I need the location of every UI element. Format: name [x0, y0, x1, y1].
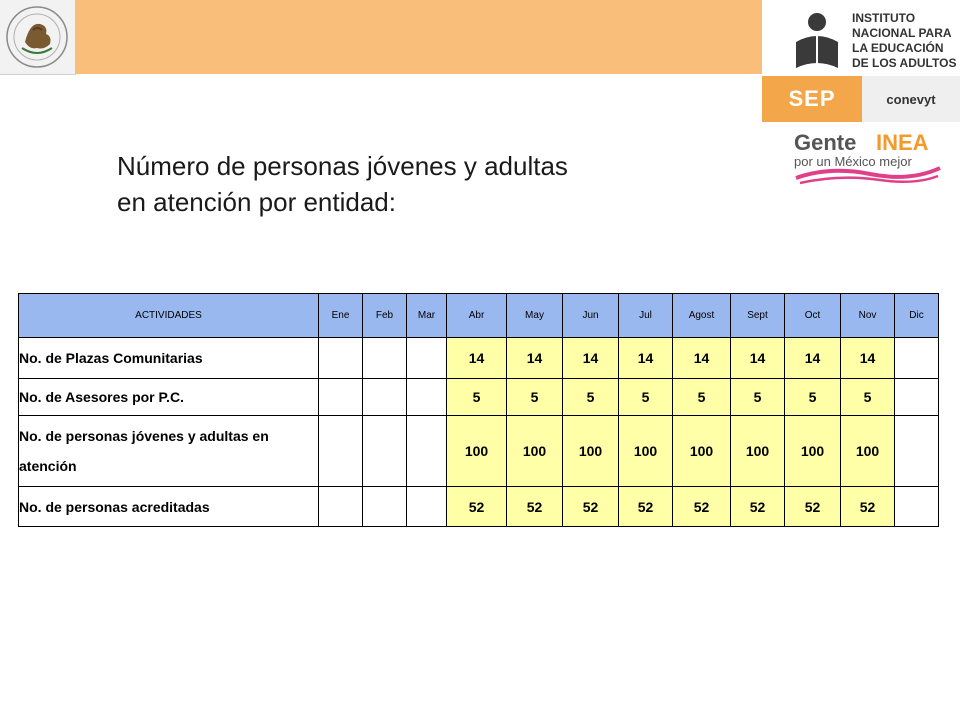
table-cell: 14 [619, 338, 673, 379]
header-orange-bar [75, 0, 762, 74]
table-cell: 14 [447, 338, 507, 379]
table-row [19, 487, 939, 527]
table-cell: 100 [619, 416, 673, 487]
table-row [19, 338, 939, 379]
table-cell: 100 [447, 416, 507, 487]
table-cell: 5 [563, 379, 619, 416]
table-cell [363, 338, 407, 379]
table-cell: 52 [563, 487, 619, 527]
government-seal [0, 0, 76, 75]
table-cell [319, 487, 363, 527]
table-cell [363, 416, 407, 487]
table-cell [895, 487, 939, 527]
table-cell: 100 [563, 416, 619, 487]
gente-logo-inea: INEA [876, 130, 929, 155]
table-cell: 14 [563, 338, 619, 379]
header-oct: Oct [785, 294, 841, 338]
header-actividades: ACTIVIDADES [19, 294, 319, 338]
gente-inea-logo [790, 128, 950, 186]
table-cell: 52 [673, 487, 731, 527]
table-cell: 100 [841, 416, 895, 487]
conevyt-logo [862, 76, 960, 122]
header-dic: Dic [895, 294, 939, 338]
table-cell [319, 379, 363, 416]
header-abr: Abr [447, 294, 507, 338]
table-cell: 100 [507, 416, 563, 487]
table-cell: 5 [619, 379, 673, 416]
inea-logo-line-1: INSTITUTO [852, 11, 916, 25]
inea-logo-line-3: LA EDUCACIÓN [852, 41, 944, 55]
row-label-acreditadas: No. de personas acreditadas [19, 487, 319, 527]
table-cell [895, 338, 939, 379]
sep-label: SEP [788, 86, 836, 111]
table-cell: 14 [731, 338, 785, 379]
table-cell: 100 [731, 416, 785, 487]
table-cell: 14 [785, 338, 841, 379]
header-jul: Jul [619, 294, 673, 338]
table-cell [895, 379, 939, 416]
table-cell [407, 416, 447, 487]
table-cell: 5 [507, 379, 563, 416]
table-cell: 52 [447, 487, 507, 527]
table-cell [363, 379, 407, 416]
table-cell: 5 [447, 379, 507, 416]
mexico-coat-of-arms-icon [0, 0, 75, 74]
table-cell [407, 338, 447, 379]
table-cell: 5 [785, 379, 841, 416]
header-mar: Mar [407, 294, 447, 338]
table-cell [319, 338, 363, 379]
table-cell [407, 487, 447, 527]
table-cell: 52 [507, 487, 563, 527]
table-header-row [19, 294, 939, 338]
conevyt-label: conevyt [886, 91, 936, 107]
header-sept: Sept [731, 294, 785, 338]
header-jun: Jun [563, 294, 619, 338]
table-cell: 100 [673, 416, 731, 487]
table-cell: 52 [841, 487, 895, 527]
header-feb: Feb [363, 294, 407, 338]
table-cell: 52 [619, 487, 673, 527]
inea-logo [770, 2, 960, 74]
table-cell: 14 [841, 338, 895, 379]
table-cell: 52 [785, 487, 841, 527]
page-title: Número de personas jóvenes y adultas en atención por entidad: [117, 151, 568, 217]
row-label-plazas: No. de Plazas Comunitarias [19, 338, 319, 379]
table-cell: 14 [673, 338, 731, 379]
table-cell: 14 [507, 338, 563, 379]
table-row [19, 416, 939, 487]
row-label-asesores: No. de Asesores por P.C. [19, 379, 319, 416]
header-ene: Ene [319, 294, 363, 338]
gente-logo-tagline: por un México mejor [794, 154, 912, 169]
table-cell: 100 [785, 416, 841, 487]
header-nov: Nov [841, 294, 895, 338]
header-may: May [507, 294, 563, 338]
table-row [19, 379, 939, 416]
gente-logo-word: Gente [794, 130, 857, 155]
inea-logo-line-4: DE LOS ADULTOS [852, 56, 957, 70]
activities-table [18, 293, 939, 527]
row-label-personas-atencion: No. de personas jóvenes y adultas en atención [19, 416, 319, 487]
table-cell [895, 416, 939, 487]
table-cell [407, 379, 447, 416]
table-cell: 5 [673, 379, 731, 416]
sep-logo [762, 76, 862, 122]
table-cell: 5 [731, 379, 785, 416]
table-cell [319, 416, 363, 487]
table-cell: 5 [841, 379, 895, 416]
table-cell [363, 487, 407, 527]
table-cell: 52 [731, 487, 785, 527]
header-agost: Agost [673, 294, 731, 338]
inea-logo-line-2: NACIONAL PARA [852, 26, 952, 40]
